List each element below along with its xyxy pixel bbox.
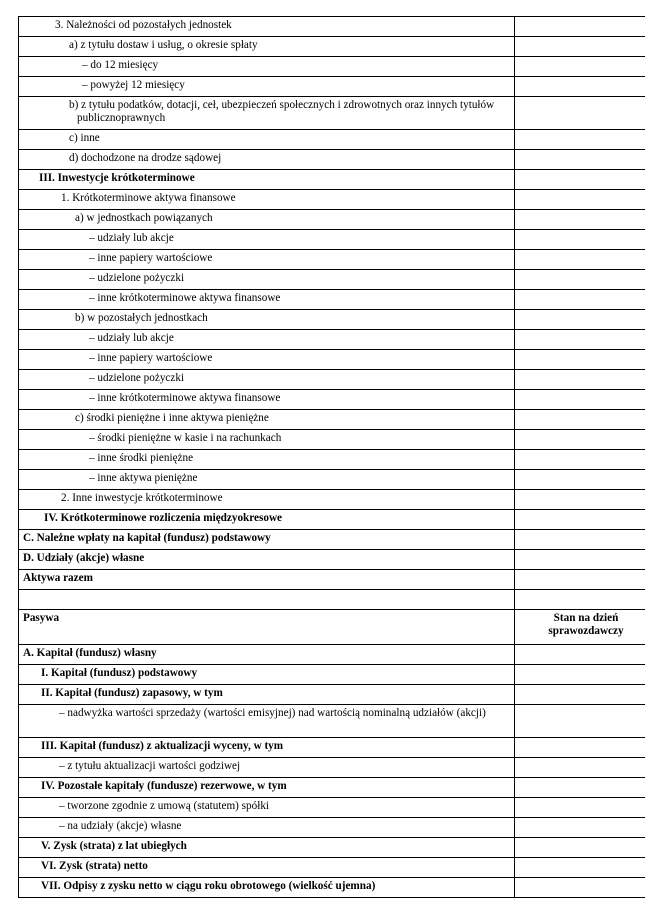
row-value-cell: [515, 878, 645, 898]
row-label: I. Kapitał (fundusz) podstawowy: [19, 665, 515, 685]
table-row: [19, 370, 645, 390]
row-label: IV. Pozostałe kapitały (fundusze) rezerwowe, w tym: [19, 778, 515, 798]
row-label: 2. Inne inwestycje krótkoterminowe: [19, 490, 515, 510]
row-value-cell: [515, 858, 645, 878]
table-row: [19, 57, 645, 77]
row-value-cell: [515, 330, 645, 350]
table-row: [19, 17, 645, 37]
row-value-cell: [515, 645, 645, 665]
row-value-cell: [515, 230, 645, 250]
table-row: [19, 490, 645, 510]
table-row: [19, 97, 645, 130]
row-label: – nadwyżka wartości sprzedaży (wartości emisyjnej) nad wartością nominalną udziałów (akcji): [19, 705, 515, 738]
row-label: VII. Odpisy z zysku netto w ciągu roku obrotowego (wielkość ujemna): [19, 878, 515, 898]
row-value-cell: [515, 685, 645, 705]
row-value-cell: [515, 190, 645, 210]
row-value-cell: [515, 705, 645, 738]
row-value-cell: [515, 410, 645, 430]
table-row: [19, 878, 645, 898]
table-row: [19, 738, 645, 758]
row-value-cell: [515, 450, 645, 470]
table-row: [19, 645, 645, 665]
table-row: [19, 665, 645, 685]
row-value-cell: [515, 550, 645, 570]
table-row: [19, 77, 645, 97]
row-label: a) w jednostkach powiązanych: [19, 210, 515, 230]
row-value-cell: [515, 17, 645, 37]
row-label: b) z tytułu podatków, dotacji, ceł, ubezpieczeń społecznych i zdrowotnych oraz innych tytułów publicznoprawnych: [19, 97, 515, 130]
row-value-cell: [515, 77, 645, 97]
table-row: [19, 310, 645, 330]
row-value-cell: [515, 510, 645, 530]
row-value-cell: [515, 570, 645, 590]
row-label: – do 12 miesięcy: [19, 57, 515, 77]
row-value-cell: [515, 210, 645, 230]
table-row: [19, 778, 645, 798]
row-value-cell: [515, 250, 645, 270]
table-row: [19, 610, 645, 645]
table-row: [19, 430, 645, 450]
row-label: – inne krótkoterminowe aktywa finansowe: [19, 290, 515, 310]
row-value-cell: [515, 838, 645, 858]
table-row: [19, 330, 645, 350]
table-row: [19, 550, 645, 570]
table-row: [19, 858, 645, 878]
row-value-cell: [515, 97, 645, 130]
table-row: [19, 450, 645, 470]
row-label: V. Zysk (strata) z lat ubiegłych: [19, 838, 515, 858]
row-value-cell: [515, 778, 645, 798]
row-value-cell: [515, 738, 645, 758]
table-row: [19, 410, 645, 430]
table-row: [19, 150, 645, 170]
row-value-cell: [515, 530, 645, 550]
balance-sheet-table: [18, 16, 645, 898]
row-label: II. Kapitał (fundusz) zapasowy, w tym: [19, 685, 515, 705]
row-value-cell: [515, 665, 645, 685]
table-row: [19, 570, 645, 590]
row-value-cell: [515, 270, 645, 290]
row-label: A. Kapitał (fundusz) własny: [19, 645, 515, 665]
row-label: a) z tytułu dostaw i usług, o okresie spłaty: [19, 37, 515, 57]
row-label: 1. Krótkoterminowe aktywa finansowe: [19, 190, 515, 210]
row-label: – inne środki pieniężne: [19, 450, 515, 470]
table-row: [19, 37, 645, 57]
table-row: [19, 210, 645, 230]
row-value-cell: [515, 470, 645, 490]
section-header-label: Pasywa: [19, 610, 515, 645]
table-row: [19, 798, 645, 818]
row-value-cell: [515, 290, 645, 310]
row-label: – tworzone zgodnie z umową (statutem) spółki: [19, 798, 515, 818]
table-row: [19, 230, 645, 250]
row-value-cell: [515, 37, 645, 57]
row-value-cell: [515, 350, 645, 370]
row-value-cell: [515, 150, 645, 170]
row-value-cell: [515, 130, 645, 150]
row-label: III. Kapitał (fundusz) z aktualizacji wyceny, w tym: [19, 738, 515, 758]
row-label: – inne aktywa pieniężne: [19, 470, 515, 490]
row-label: – inne papiery wartościowe: [19, 250, 515, 270]
row-label: [19, 590, 515, 610]
row-value-cell: [515, 798, 645, 818]
table-row: [19, 510, 645, 530]
row-label: d) dochodzone na drodze sądowej: [19, 150, 515, 170]
table-row: [19, 590, 645, 610]
row-label: IV. Krótkoterminowe rozliczenia międzyokresowe: [19, 510, 515, 530]
row-label: c) inne: [19, 130, 515, 150]
table-row: [19, 350, 645, 370]
table-row: [19, 818, 645, 838]
row-label: – udziały lub akcje: [19, 330, 515, 350]
table-row: [19, 390, 645, 410]
row-label: Aktywa razem: [19, 570, 515, 590]
row-label: C. Należne wpłaty na kapitał (fundusz) podstawowy: [19, 530, 515, 550]
row-label: – udzielone pożyczki: [19, 270, 515, 290]
table-row: [19, 838, 645, 858]
row-label: D. Udziały (akcje) własne: [19, 550, 515, 570]
table-row: [19, 170, 645, 190]
table-body: [19, 17, 645, 898]
row-label: VI. Zysk (strata) netto: [19, 858, 515, 878]
table-row: [19, 290, 645, 310]
row-label: – udzielone pożyczki: [19, 370, 515, 390]
row-label: – powyżej 12 miesięcy: [19, 77, 515, 97]
table-row: [19, 270, 645, 290]
row-label: III. Inwestycje krótkoterminowe: [19, 170, 515, 190]
row-label: – udziały lub akcje: [19, 230, 515, 250]
row-label: – inne papiery wartościowe: [19, 350, 515, 370]
table-row: [19, 190, 645, 210]
row-value-cell: [515, 310, 645, 330]
row-label: 3. Należności od pozostałych jednostek: [19, 17, 515, 37]
row-value-cell: [515, 590, 645, 610]
table-row: [19, 705, 645, 738]
table-row: [19, 470, 645, 490]
row-label: b) w pozostałych jednostkach: [19, 310, 515, 330]
row-value-cell: [515, 758, 645, 778]
table-row: [19, 758, 645, 778]
table-row: [19, 130, 645, 150]
row-value-cell: [515, 818, 645, 838]
row-value-cell: [515, 390, 645, 410]
row-value-cell: [515, 370, 645, 390]
table-row: [19, 250, 645, 270]
row-label: c) środki pieniężne i inne aktywa pieniężne: [19, 410, 515, 430]
table-row: [19, 685, 645, 705]
table-row: [19, 530, 645, 550]
row-value-cell: [515, 490, 645, 510]
row-label: – na udziały (akcje) własne: [19, 818, 515, 838]
row-value-cell: [515, 430, 645, 450]
row-label: – z tytułu aktualizacji wartości godziwej: [19, 758, 515, 778]
row-value-cell: [515, 170, 645, 190]
row-label: – środki pieniężne w kasie i na rachunkach: [19, 430, 515, 450]
row-label: – inne krótkoterminowe aktywa finansowe: [19, 390, 515, 410]
row-value-cell: [515, 57, 645, 77]
stan-column-header: Stan na dzień sprawozdawczy: [515, 610, 645, 645]
